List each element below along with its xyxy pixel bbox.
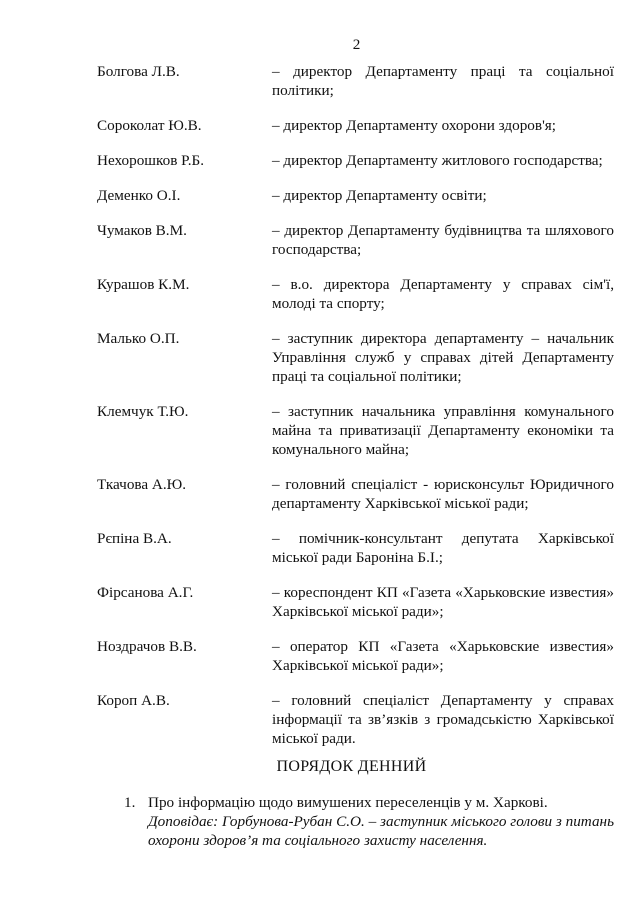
member-role: – головний спеціаліст Департаменту у справах інформації та зв’язків з громадськістю Харківської міської ради. <box>272 692 614 747</box>
members-list <box>97 62 614 764</box>
member-name: Чумаков В.М. <box>97 222 187 239</box>
agenda-item-number: 1. <box>124 794 136 811</box>
member-name: Малько О.П. <box>97 330 180 347</box>
member-row <box>97 151 614 170</box>
member-row <box>97 691 614 748</box>
page-number: 2 <box>352 36 361 53</box>
member-role: – кореспондент КП «Газета «Харьковские известия» Харківської міської ради»; <box>272 584 614 620</box>
member-row <box>97 275 614 313</box>
member-name: Сороколат Ю.В. <box>97 117 202 134</box>
member-name: Болгова Л.В. <box>97 63 180 80</box>
member-name: Фірсанова А.Г. <box>97 584 194 601</box>
member-name: Клемчук Т.Ю. <box>97 403 189 420</box>
member-row <box>97 529 614 567</box>
member-name: Рєпіна В.А. <box>97 530 172 547</box>
member-role: – головний спеціаліст - юрисконсульт Юридичного департаменту Харківської міської ради; <box>272 476 614 512</box>
member-row <box>97 583 614 621</box>
agenda-item <box>124 793 614 850</box>
member-role: – оператор КП «Газета «Харьковские известия» Харківської міської ради»; <box>272 638 614 674</box>
agenda-list <box>124 793 614 850</box>
agenda-title: ПОРЯДОК ДЕННИЙ <box>276 758 427 775</box>
member-row <box>97 475 614 513</box>
member-role: – помічник-консультант депутата Харківської міської ради Бароніна Б.І.; <box>272 530 614 566</box>
member-row <box>97 637 614 675</box>
agenda-item-body <box>148 793 614 850</box>
member-name: Ноздрачов В.В. <box>97 638 197 655</box>
member-row <box>97 116 614 135</box>
member-role: – директор Департаменту житлового господарства; <box>272 152 603 169</box>
member-name: Курашов К.М. <box>97 276 190 293</box>
member-role: – директор Департаменту охорони здоров'я; <box>272 117 557 134</box>
member-role: – в.о. директора Департаменту у справах сім'ї, молоді та спорту; <box>272 276 614 312</box>
agenda-item-text: Про інформацію щодо вимушених переселенців у м. Харкові. <box>148 794 548 811</box>
member-role: – заступник начальника управління комунального майна та приватизації Департаменту економіки та комунального майна; <box>272 403 614 458</box>
member-row <box>97 221 614 259</box>
member-row <box>97 186 614 205</box>
member-role: – директор Департаменту праці та соціальної політики; <box>272 63 614 99</box>
member-name: Ткачова А.Ю. <box>97 476 187 493</box>
member-name: Короп А.В. <box>97 692 170 709</box>
member-role: – директор Департаменту будівництва та шляхового господарства; <box>272 222 614 258</box>
member-name: Деменко О.І. <box>97 187 181 204</box>
member-row <box>97 62 614 100</box>
member-row <box>97 402 614 459</box>
member-row <box>97 329 614 386</box>
member-role: – заступник директора департаменту – начальник Управління служб у справах дітей Департаменту праці та соціальної політики; <box>272 330 614 385</box>
agenda-item-speaker: Доповідає: Горбунова-Рубан С.О. – заступник міського голови з питань охорони здоров’я та соціального захисту населення. <box>148 813 614 849</box>
member-role: – директор Департаменту освіти; <box>272 187 487 204</box>
member-name: Нехорошков Р.Б. <box>97 152 205 169</box>
